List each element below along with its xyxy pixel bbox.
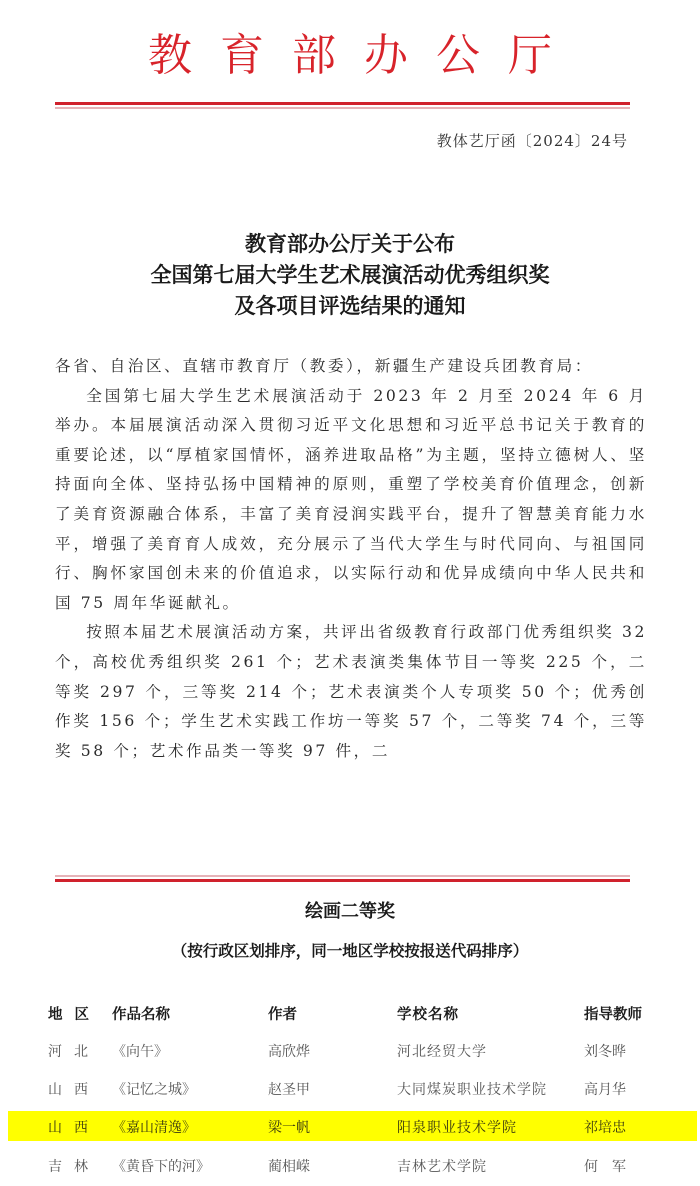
header-school: 学校名称 xyxy=(397,1007,459,1023)
cell-author: 蔺相嵘 xyxy=(268,1159,310,1175)
cell-region: 山西 xyxy=(48,1082,100,1098)
cell-school: 阳泉职业技术学院 xyxy=(397,1120,517,1136)
salutation: 各省、自治区、直辖市教育厅（教委），新疆生产建设兵团教育局： xyxy=(55,357,594,375)
document-number: 教体艺厅函〔2024〕24号 xyxy=(436,132,628,150)
title-line-1: 教育部办公厅关于公布 xyxy=(245,232,455,256)
masthead-rule-thick xyxy=(55,102,630,105)
table-row-highlighted xyxy=(8,1111,697,1141)
cell-school: 吉林艺术学院 xyxy=(397,1159,487,1175)
header-author: 作者 xyxy=(268,1007,297,1023)
cell-teacher: 何 军 xyxy=(584,1159,626,1175)
cell-work: 《记忆之城》 xyxy=(112,1082,196,1098)
cell-work: 《向午》 xyxy=(112,1044,168,1060)
cell-school: 河北经贸大学 xyxy=(397,1044,487,1060)
section-title: 绘画二等奖 xyxy=(305,901,395,922)
cell-author: 高欣烨 xyxy=(268,1044,310,1060)
masthead-title: 教育部办公厅 xyxy=(148,30,580,81)
cell-work: 《嘉山清逸》 xyxy=(112,1120,196,1136)
header-teacher: 指导教师 xyxy=(584,1007,642,1023)
document-body xyxy=(55,352,647,766)
cell-teacher: 祁培忠 xyxy=(584,1120,626,1136)
cell-school: 大同煤炭职业技术学院 xyxy=(397,1082,547,1098)
cell-teacher: 刘冬晔 xyxy=(584,1044,626,1060)
cell-teacher: 高月华 xyxy=(584,1082,626,1098)
cell-author: 梁一帆 xyxy=(268,1120,310,1136)
table-row xyxy=(0,1073,700,1103)
masthead-rule-thin xyxy=(55,107,630,109)
title-line-3: 及各项目评选结果的通知 xyxy=(234,294,466,318)
cell-region: 山西 xyxy=(48,1120,100,1136)
paragraph-1: 全国第七届大学生艺术展演活动于 2023 年 2 月至 2024 年 6 月举办。本届展演活动深入贯彻习近平文化思想和习近平总书记关于教育的重要论述，以“厚植家国情怀，涵养进取品格”为主题，坚持立德树人、坚持面向全体、坚持弘扬中国精神的原则，重塑了学校美育价值理念，创新了美育资源融合体系，丰富了美育浸润实践平台，提升了智慧美育能力水平，增强了美育育人成效，充分展示了当代大学生与时代同向、与祖国同行、胸怀家国创未来的价值追求，以实际行动和优异成绩向中华人民共和国 75 周年华诞献礼。 xyxy=(55,386,647,612)
paragraph-2: 按照本届艺术展演活动方案，共评出省级教育行政部门优秀组织奖 32 个，高校优秀组织奖 261 个；艺术表演类集体节目一等奖 225 个，二等奖 297 个，三等奖 214 个；艺术表演类个人专项奖 50 个；优秀创作奖 156 个；学生艺术实践工作坊一等奖 57 个，二等奖 74 个，三等奖 58 个；艺术作品类一等奖 97 件，二 xyxy=(55,623,647,760)
cell-work: 《黄昏下的河》 xyxy=(112,1159,210,1175)
cell-author: 赵圣甲 xyxy=(268,1082,310,1098)
table-header xyxy=(0,997,700,1027)
table-row xyxy=(0,1035,700,1065)
title-line-2: 全国第七届大学生艺术展演活动优秀组织奖 xyxy=(150,263,550,287)
page-divider-thick xyxy=(55,879,630,882)
header-region: 地区 xyxy=(48,1007,101,1023)
cell-region: 河北 xyxy=(48,1044,100,1060)
header-work: 作品名称 xyxy=(112,1007,170,1023)
cell-region: 吉林 xyxy=(48,1159,100,1175)
table-row xyxy=(0,1150,700,1180)
page-divider-thin xyxy=(55,875,630,877)
document-title xyxy=(0,229,700,322)
section-note: （按行政区划排序，同一地区学校按报送代码排序） xyxy=(171,942,529,960)
